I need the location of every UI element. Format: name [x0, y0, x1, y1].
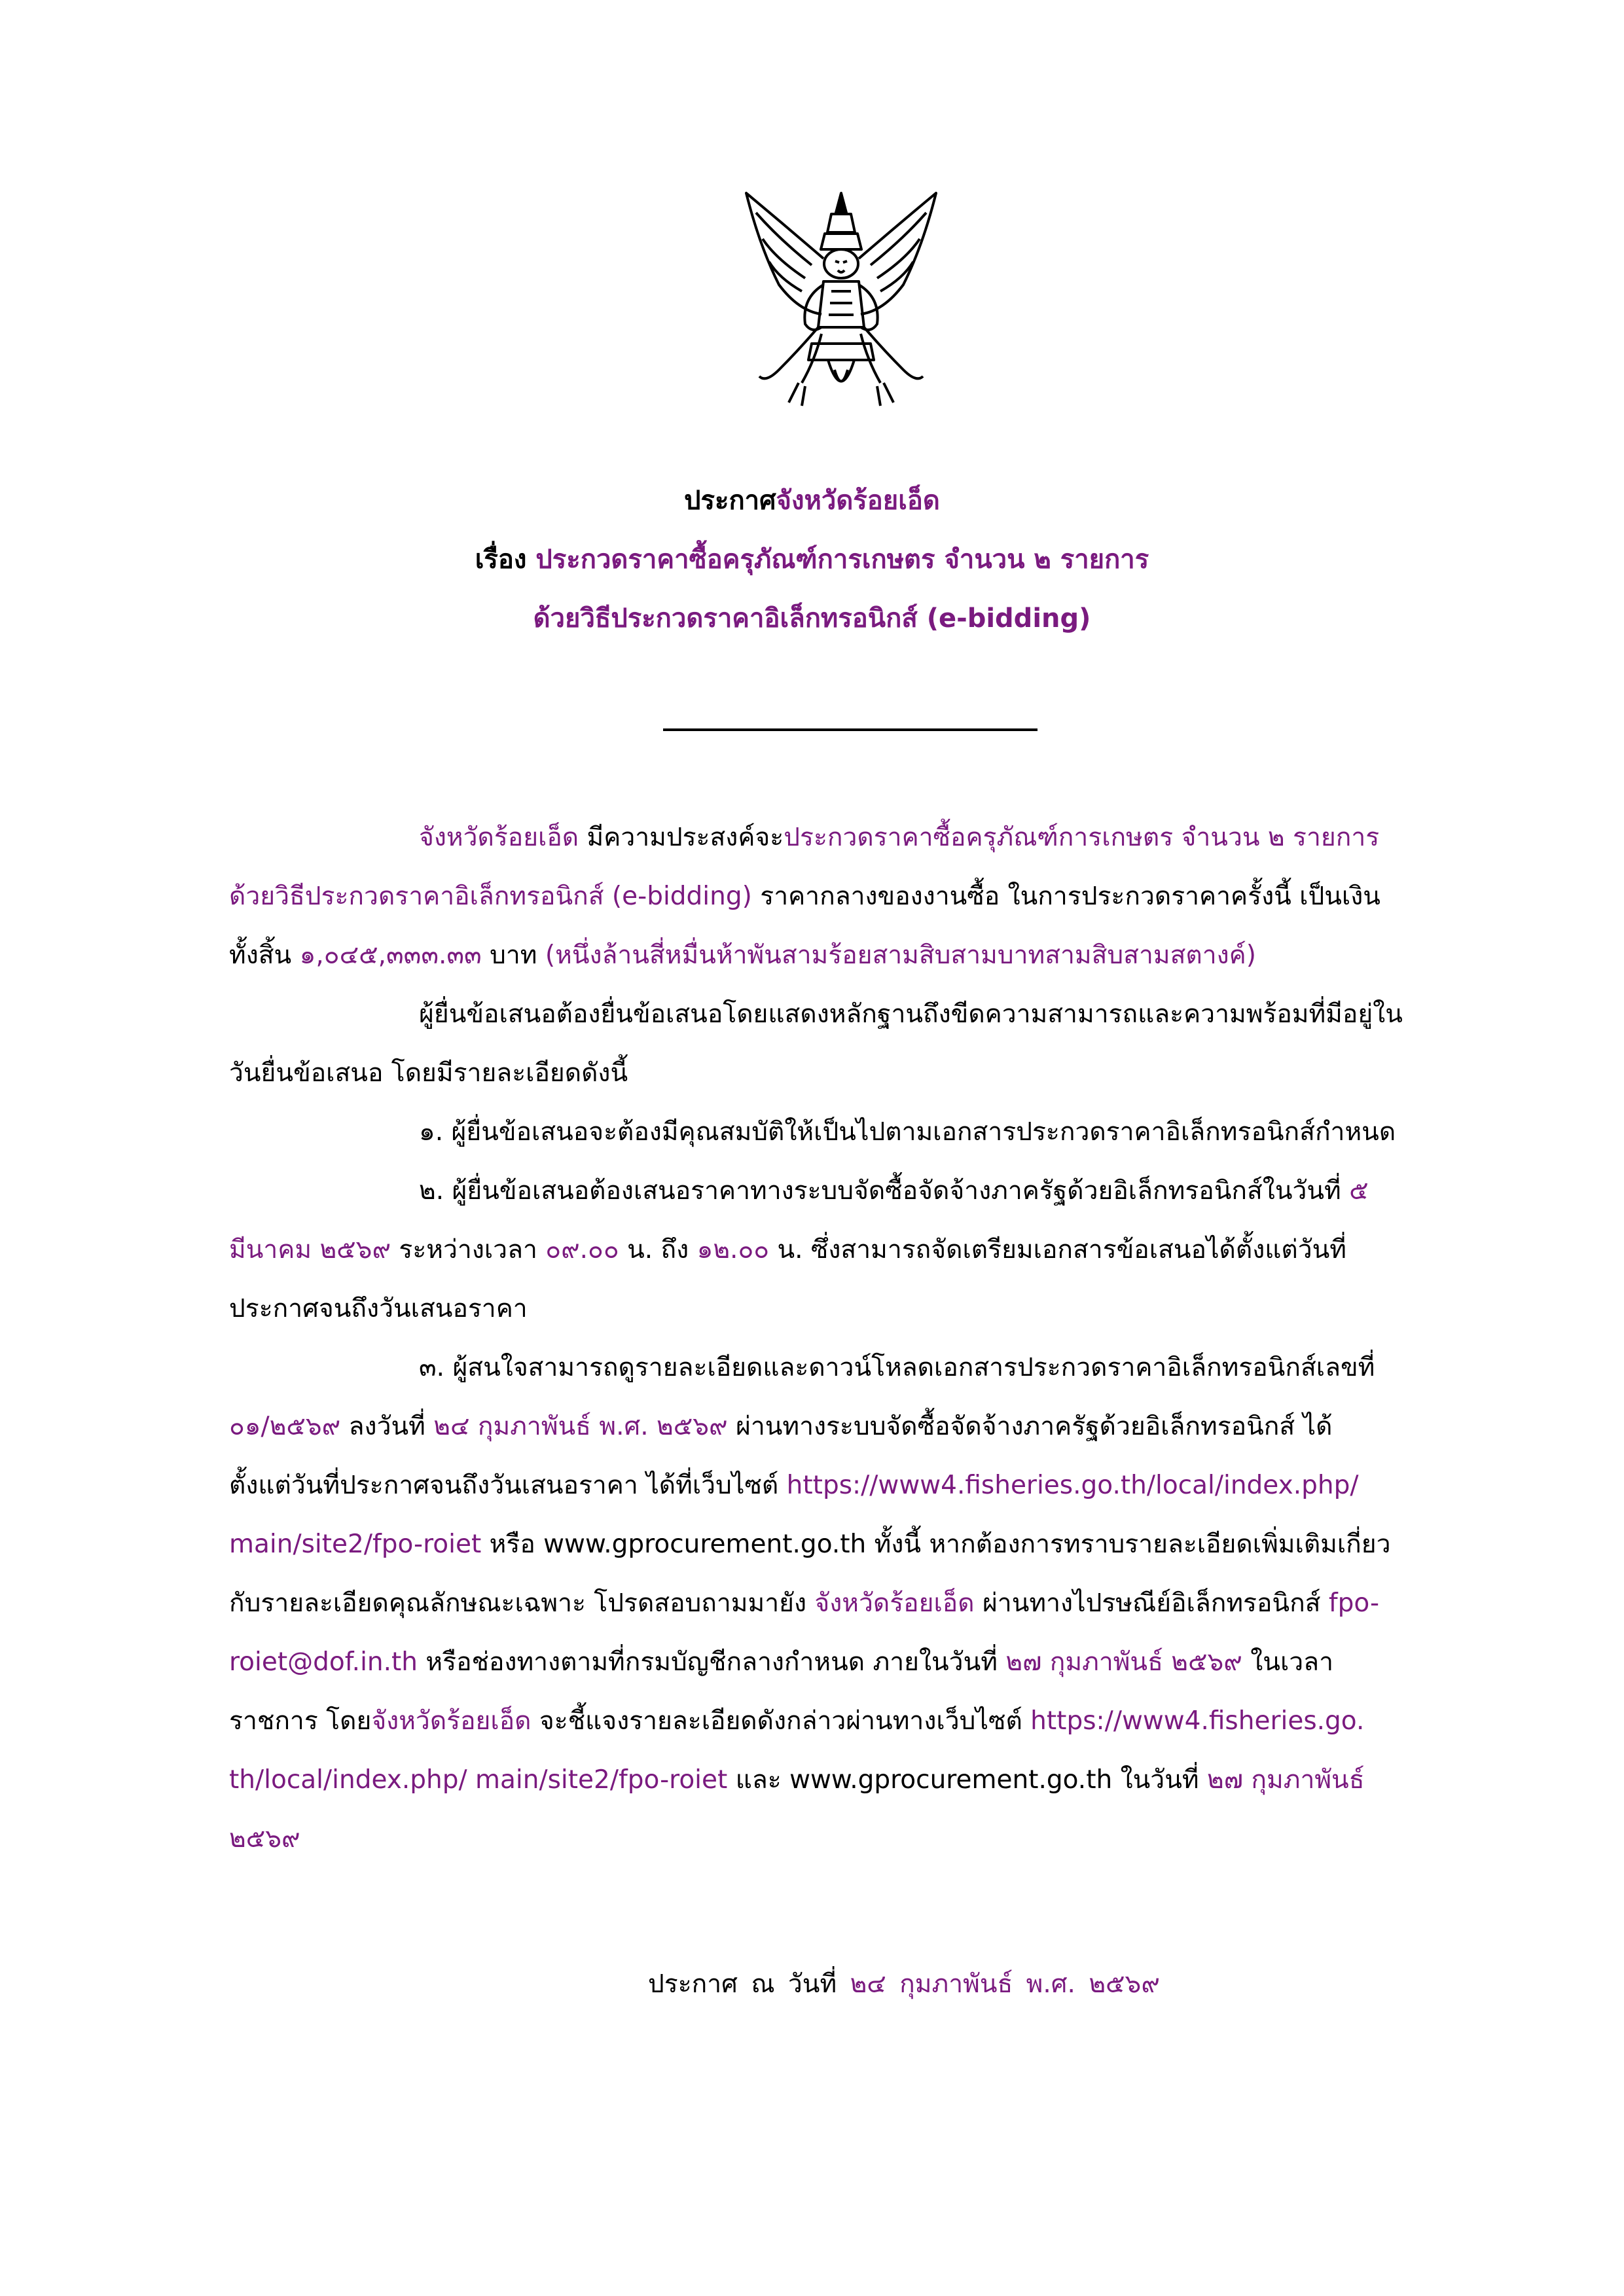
body-line: ๒. ผู้ยื่นข้อเสนอต้องเสนอราคาทางระบบจัดซื้อจัดจ้างภาครัฐด้วยอิเล็กทรอนิกส์ในวันที่ ๕ [419, 1176, 1369, 1206]
website-link[interactable]: https://www4.fisheries.go.th/local/index.php/ [786, 1471, 1359, 1500]
body-line: ๓. ผู้สนใจสามารถดูรายละเอียดและดาวน์โหลดเอกสารประกวดราคาอิเล็กทรอนิกส์เลขที่ [419, 1353, 1375, 1382]
body-line: วันยื่นข้อเสนอ โดยมีรายละเอียดดังนี้ [229, 1058, 628, 1088]
body-line: จังหวัดร้อยเอ็ด มีความประสงค์จะประกวดราคาซื้อครุภัณฑ์การเกษตร จำนวน ๒ รายการ [419, 823, 1380, 852]
website-link[interactable]: th/local/index.php/ main/site2/fpo-roiet [229, 1765, 728, 1795]
body-line: มีนาคม ๒๕๖๙ ระหว่างเวลา ๐๙.๐๐ น. ถึง ๑๒.๐๐ น. ซึ่งสามารถจัดเตรียมเอกสารข้อเสนอได้ตั้งแต่วันที่ [229, 1235, 1346, 1265]
title-divider [663, 728, 1038, 731]
email-link[interactable]: fpo- [1328, 1588, 1380, 1618]
body-line: ๐๑/๒๕๖๙ ลงวันที่ ๒๔ กุมภาพันธ์ พ.ศ. ๒๕๖๙ ผ่านทางระบบจัดซื้อจัดจ้างภาครัฐด้วยอิเล็กทรอนิกส์ ได้ [229, 1412, 1333, 1441]
body-line: กับรายละเอียดคุณลักษณะเฉพาะ โปรดสอบถามมายัง จังหวัดร้อยเอ็ด ผ่านทางไปรษณีย์อิเล็กทรอนิกส์ fpo- [229, 1588, 1380, 1618]
body-line: ๒๕๖๙ [229, 1824, 300, 1854]
announcement-title: ประกาศจังหวัดร้อยเอ็ด [684, 486, 940, 516]
website-link[interactable]: main/site2/fpo-roiet [229, 1530, 482, 1559]
announcement-subject: เรื่อง ประกวดราคาซื้อครุภัณฑ์การเกษตร จำนวน ๒ รายการ [475, 545, 1149, 575]
email-link[interactable]: roiet@dof.in.th [229, 1647, 418, 1677]
body-line: ทั้งสิ้น ๑,๐๔๕,๓๓๓.๓๓ บาท (หนึ่งล้านสี่หมื่นห้าพันสามร้อยสามสิบสามบาทสามสิบสามสตางค์) [229, 941, 1256, 970]
body-line: ประกาศจนถึงวันเสนอราคา [229, 1294, 528, 1323]
body-line: ตั้งแต่วันที่ประกาศจนถึงวันเสนอราคา ได้ที่เว็บไซต์ https://www4.fisheries.go.th/local/index.php/ [229, 1471, 1359, 1500]
body-line: roiet@dof.in.th หรือช่องทางตามที่กรมบัญชีกลางกำหนด ภายในวันที่ ๒๗ กุมภาพันธ์ ๒๕๖๙ ในเวลา [229, 1647, 1333, 1677]
website-link[interactable]: https://www4.fisheries.go. [1030, 1706, 1365, 1736]
announcement-method: ด้วยวิธีประกวดราคาอิเล็กทรอนิกส์ (e-bidding) [533, 603, 1091, 634]
announcement-date: ประกาศ ณ วันที่ ๒๔ กุมภาพันธ์ พ.ศ. ๒๕๖๙ [648, 1969, 1160, 1999]
body-line: ผู้ยื่นข้อเสนอต้องยื่นข้อเสนอโดยแสดงหลักฐานถึงขีดความสามารถและความพร้อมที่มีอยู่ใน [419, 999, 1403, 1029]
body-line: th/local/index.php/ main/site2/fpo-roiet และ www.gprocurement.go.th ในวันที่ ๒๗ กุมภาพันธ์ [229, 1765, 1365, 1795]
body-line: main/site2/fpo-roiet หรือ www.gprocurement.go.th ทั้งนี้ หากต้องการทราบรายละเอียดเพิ่มเติมเกี่ยว [229, 1530, 1391, 1559]
body-line: ด้วยวิธีประกวดราคาอิเล็กทรอนิกส์ (e-bidding) ราคากลางของงานซื้อ ในการประกวดราคาครั้งนี้ เป็นเงิน [229, 882, 1380, 911]
body-line: ๑. ผู้ยื่นข้อเสนอจะต้องมีคุณสมบัติให้เป็นไปตามเอกสารประกวดราคาอิเล็กทรอนิกส์กำหนด [419, 1117, 1396, 1147]
garuda-emblem-icon [740, 187, 943, 412]
body-line: ราชการ โดยจังหวัดร้อยเอ็ด จะชี้แจงรายละเอียดดังกล่าวผ่านทางเว็บไซต์ https://www4.fisheries.go. [229, 1706, 1365, 1736]
